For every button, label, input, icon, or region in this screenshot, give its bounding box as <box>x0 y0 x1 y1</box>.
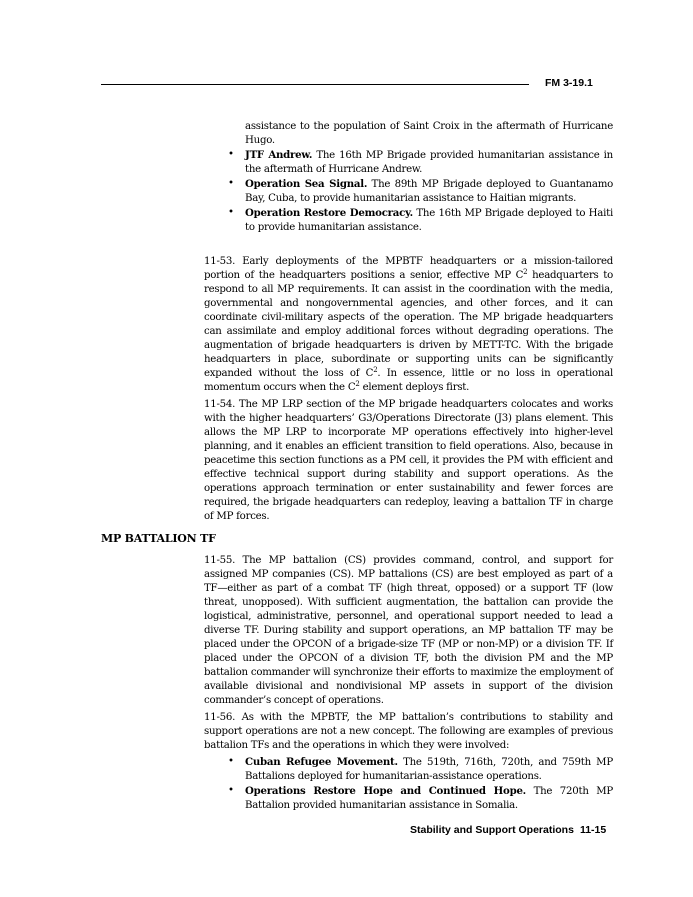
footer-title: Stability and Support Operations <box>410 824 574 836</box>
manual-code: FM 3-19.1 <box>545 77 593 89</box>
paragraph-11-53 <box>204 255 613 395</box>
bullet-text: The 720th MP Battalion provided humanitarian assistance in Somalia. <box>245 786 613 811</box>
list-item <box>228 206 613 235</box>
p1153-part-b: headquarters to respond to all MP requirements. It can assist in the coordination with the media, governmental and nongovernmental agencies, and other forces, and it can coordinate civil-military aspects of the operation. The MP brigade headquarters can assimilate and employ additional forces without degrading operations. The augmentation of brigade headquarters is driven by METT-TC. With the brigade headquarters in place, subordinate or supporting units can be significantly expanded without the loss of C <box>204 270 613 379</box>
bullet-icon: • <box>228 756 234 767</box>
list-item <box>228 784 613 813</box>
bullet-icon: • <box>228 785 234 796</box>
page-number: 11-15 <box>579 824 607 836</box>
bullet-title: Operation Restore Democracy. <box>245 207 413 219</box>
paragraph-11-56 <box>204 711 613 753</box>
list-item <box>228 177 613 206</box>
paragraph-11-54 <box>204 398 613 524</box>
bullet-list-bottom <box>228 755 613 813</box>
bullet-title: Operations Restore Hope and Continued Hope. <box>245 785 526 797</box>
section-heading: MP BATTALION TF <box>101 532 216 545</box>
bullet-text: The 16th MP Brigade provided humanitarian assistance in the aftermath of Hurricane Andrew. <box>245 150 613 175</box>
p1153-part-d: element deploys first. <box>359 382 470 393</box>
bullet-text: The 89th MP Brigade deployed to Guantanamo Bay, Cuba, to provide humanitarian assistance to Haitian migrants. <box>245 179 613 204</box>
p1155-text: 11-55. The MP battalion (CS) provides command, control, and support for assigned MP companies (CS). MP battalions (CS) are best employed as part of a TF—either as part of a combat TF (high threat, opposed) or a support TF (low threat, unopposed). With sufficient augmentation, the battalion can provide the logistical, administrative, personnel, and operational support needed to lead a diverse TF. During stability and support operations, an MP battalion TF may be placed under the OPCON of a brigade-size TF (MP or non-MP) or a division TF. If placed under the OPCON of a division TF, both the division PM and the MP battalion commander will synchronize their efforts to maximize the employment of available divisional and nondivisional MP assets in support of the division commander’s concept of operations. <box>204 555 613 706</box>
continuation-text <box>245 120 613 148</box>
bullet-text: The 16th MP Brigade deployed to Haiti to provide humanitarian assistance. <box>245 208 613 233</box>
superscript: 2 <box>523 268 528 276</box>
bullet-icon: • <box>228 149 234 160</box>
bullet-title: Operation Sea Signal. <box>245 178 368 190</box>
p1154-text: 11-54. The MP LRP section of the MP brigade headquarters colocates and works with the higher headquarters’ G3/Operations Directorate (J3) plans element. This allows the MP LRP to incorporate MP operations effectively into higher-level planning, and it enables an efficient transition to field operations. Also, because in peacetime this section functions as a PM cell, it provides the PM with efficient and effective technical support during stability and support operations. As the operations approach termination or enter sustainability and fewer forces are required, the brigade headquarters can redeploy, leaving a battalion TF in charge of MP forces. <box>204 399 613 522</box>
p1153-part-c: . In essence, little or no loss in operational momentum occurs when the C <box>204 368 613 393</box>
bullet-list-top <box>228 148 613 235</box>
p1156-text: 11-56. As with the MPBTF, the MP battalion’s contributions to stability and support operations are not a new concept. The following are examples of previous battalion TFs and the operations in which they were involved: <box>204 712 613 751</box>
continuation-paragraph: assistance to the population of Saint Croix in the aftermath of Hurricane Hugo. <box>245 121 613 146</box>
bullet-title: Cuban Refugee Movement. <box>245 756 398 768</box>
paragraph-11-55 <box>204 554 613 708</box>
bullet-icon: • <box>228 207 234 218</box>
page-footer <box>410 824 606 836</box>
p1153-part-a: 11-53. Early deployments of the MPBTF headquarters or a mission-tailored portion of the headquarters positions a senior, effective MP C <box>204 256 613 281</box>
bullet-icon: • <box>228 178 234 189</box>
superscript: 2 <box>355 380 360 388</box>
bullet-title: JTF Andrew. <box>245 149 313 161</box>
bullet-text: The 519th, 716th, 720th, and 759th MP Battalions deployed for humanitarian-assistance operations. <box>245 757 613 782</box>
list-item <box>228 148 613 177</box>
header-rule <box>101 84 529 85</box>
superscript: 2 <box>373 366 378 374</box>
list-item <box>228 755 613 784</box>
